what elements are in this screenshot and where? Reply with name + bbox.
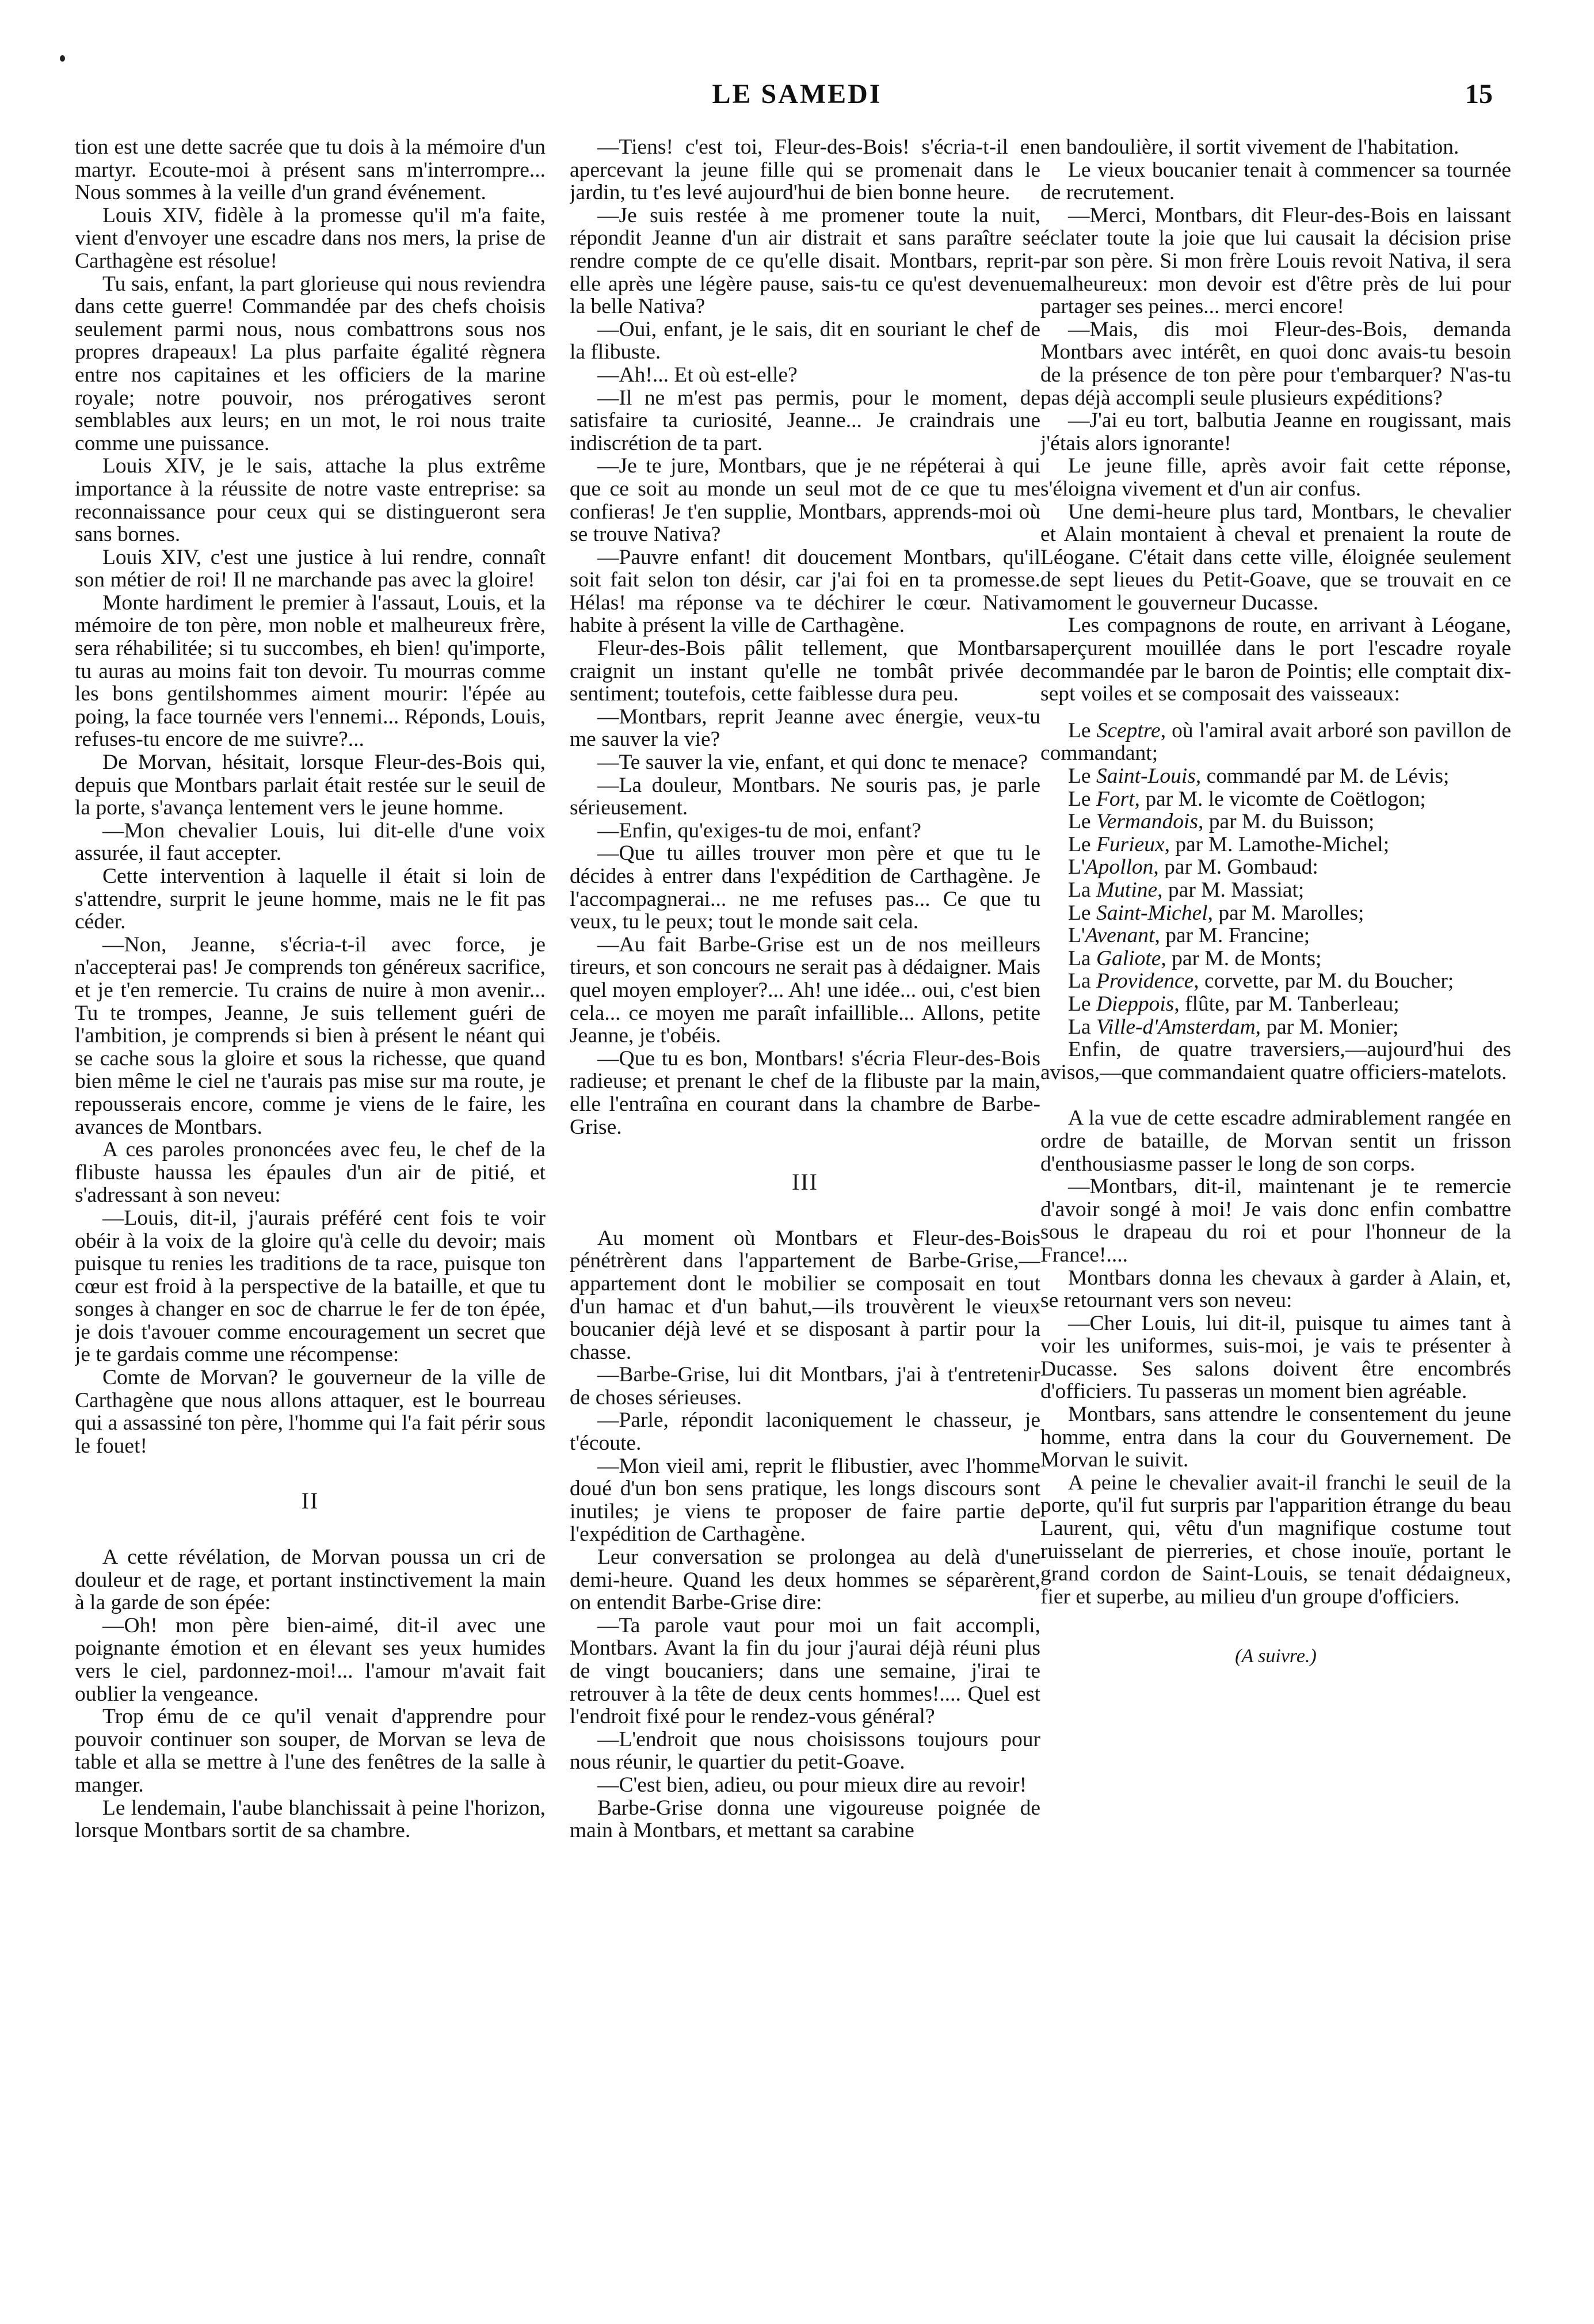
ship-entry [1040, 719, 1511, 765]
paragraph: —Mon chevalier Louis, lui dit-elle d'une voix assurée, il faut accepter. [75, 818, 546, 866]
paragraph: Fleur-des-Bois pâlit tellement, que Montbars craignit un instant qu'elle ne tombât privée de sentiment; toutefois, cette faiblesse dura peu. [570, 637, 1040, 706]
paragraph: Enfin, de quatre traversiers,—aujourd'hui des avisos,—que commandaient quatre officiers-matelots. [1040, 1038, 1511, 1084]
ship-article: Le [1068, 718, 1097, 742]
ship-article: La [1068, 1015, 1096, 1039]
paragraph: —Mon vieil ami, reprit le flibustier, avec l'homme doué d'un bon sens pratique, les longs discours sont inutiles; je viens te proposer de faire partie de l'expédition de Carthagène. [570, 1454, 1040, 1546]
paragraph: —Non, Jeanne, s'écria-t-il avec force, je n'accepterai pas! Je comprends ton généreux sacrifice, et je t'en remercie. Tu crains de nuire à mon avenir... Tu te trompes, Jeanne, Je suis tellement guéri de l'ambition, je comprends si bien à présent le néant qui se cache sous la gloire et sous la richesse, que quand bien même le ciel ne t'aurais pas mise sur ma route, je repousserais encore, comme je viens de le faire, les avances de Montbars. [75, 932, 546, 1139]
ship-name: Sceptre [1096, 718, 1161, 742]
ship-name: Saint-Michel [1096, 901, 1208, 925]
paragraph: Monte hardiment le premier à l'assaut, Louis, et la mémoire de ton père, mon noble et malheureux frère, sera réhabilitée; si tu succombes, eh bien! qu'importe, tu auras au moins fait ton devoir. Tu mourras comme les bons gentilshommes aiment mourir: l'épée au poing, la face tournée vers l'ennemi... Réponds, Louis, refuses-tu encore de me suivre?... [75, 590, 546, 752]
spacer [1040, 1084, 1511, 1107]
ship-name: Providence [1096, 969, 1194, 993]
ship-entry [1040, 947, 1511, 970]
ship-name: Galiote [1096, 946, 1161, 970]
paragraph: —Montbars, reprit Jeanne avec énergie, veux-tu me sauver la vie? [570, 704, 1040, 752]
ship-commander: , commandé par M. de Lévis; [1195, 764, 1450, 788]
ship-article: L' [1068, 855, 1085, 879]
paragraph: Les compagnons de route, en arrivant à Léogane, aperçurent mouillée dans le port l'escadre royale commandée par le baron de Pointis; elle comptait dix-sept voiles et se composait des vaisseaux: [1040, 614, 1511, 706]
ship-entry [1040, 924, 1511, 947]
page-number: 15 [1465, 79, 1493, 109]
paragraph: Le lendemain, l'aube blanchissait à peine l'horizon, lorsque Montbars sortit de sa chambre. [75, 1796, 546, 1843]
paragraph: De Morvan, hésitait, lorsque Fleur-des-Bois qui, depuis que Montbars parlait était restée sur le seuil de la porte, s'avança lentement vers le jeune homme. [75, 750, 546, 820]
ship-name: Vermandois [1096, 810, 1199, 834]
paragraph: Le jeune fille, après avoir fait cette réponse, s'éloigna vivement et d'un air confus. [1040, 454, 1511, 501]
paragraph: —Il ne m'est pas permis, pour le moment, de satisfaire ta curiosité, Jeanne... Je craindrais une indiscrétion de ta part. [570, 386, 1040, 455]
ship-commander: , par M. de Monts; [1161, 946, 1322, 970]
paragraph: Trop ému de ce qu'il venait d'apprendre pour pouvoir continuer son souper, de Morvan se leva de table et alla se mettre à l'une des fenêtres de la salle à manger. [75, 1705, 546, 1797]
ship-name: Saint-Louis [1096, 764, 1196, 788]
page-title: LE SAMEDI [712, 79, 882, 109]
ship-article: Le [1068, 810, 1096, 834]
ship-entry [1040, 993, 1511, 1016]
ship-entry [1040, 970, 1511, 993]
ship-commander: , par M. Francine; [1154, 924, 1310, 948]
paragraph: A la vue de cette escadre admirablement rangée en ordre de bataille, de Morvan sentit un frisson d'enthousiasme passer le long de son corps. [1040, 1106, 1511, 1176]
paragraph: Comte de Morvan? le gouverneur de la ville de Carthagène que nous allons attaquer, est le bourreau qui a assassiné ton père, l'homme qui l'a fait périr sous le fouet! [75, 1366, 546, 1458]
ship-name: Avenant [1085, 924, 1155, 948]
ship-entry [1040, 856, 1511, 879]
paragraph: —Barbe-Grise, lui dit Montbars, j'ai à t'entretenir de choses sérieuses. [570, 1363, 1040, 1409]
paragraph: —Montbars, dit-il, maintenant je te remercie d'avoir songé à moi! Je vais donc enfin combattre sous le drapeau du roi et pour l'honneur de la France!.... [1040, 1175, 1511, 1267]
paragraph: Montbars, sans attendre le consentement du jeune homme, entra dans la cour du Gouvernement. De Morvan le suivit. [1040, 1403, 1511, 1472]
page-mark [60, 55, 65, 62]
paragraph: —Que tu es bon, Montbars! s'écria Fleur-des-Bois radieuse; et prenant le chef de la flibuste par la main, elle l'entraîna en courant dans la chambre de Barbe-Grise. [570, 1046, 1040, 1139]
text-column-3 [1040, 136, 1511, 2288]
ship-article: Le [1068, 832, 1096, 856]
ship-article: Le [1068, 901, 1096, 925]
ship-article: Le [1068, 764, 1096, 788]
ship-entry [1040, 902, 1511, 925]
paragraph: Louis XIV, c'est une justice à lui rendre, connaît son métier de roi! Il ne marchande pas avec la gloire! [75, 545, 546, 592]
paragraph: Cette intervention à laquelle il était si loin de s'attendre, surprit le jeune homme, mais ne le fit pas céder. [75, 864, 546, 934]
ship-commander: , par M. Monier; [1255, 1015, 1399, 1039]
paragraph: Montbars donna les chevaux à garder à Alain, et, se retournant vers son neveu: [1040, 1266, 1511, 1313]
paragraph: Louis XIV, je le sais, attache la plus extrême importance à la réussite de notre vaste entreprise: sa reconnaissance pour ceux qui se distingueront sera sans bornes. [75, 454, 546, 547]
ship-article: La [1068, 969, 1096, 993]
ship-article: L' [1068, 924, 1085, 948]
paragraph: —Au fait Barbe-Grise est un de nos meilleurs tireurs, et son concours ne serait pas à dédaigner. Mais quel moyen employer?... Ah! une idée... oui, c'est bien cela... ce moyen me paraît infaillible... Allons, petite Jeanne, je t'obéis. [570, 932, 1040, 1048]
paragraph: —C'est bien, adieu, ou pour mieux dire au revoir! [597, 1773, 1027, 1797]
ship-commander: , par M. Lamothe-Michel; [1164, 832, 1390, 856]
paragraph: —L'endroit que nous choisissons toujours pour nous réunir, le quartier du petit-Goave. [570, 1727, 1040, 1774]
ship-article: Le [1068, 787, 1096, 811]
paragraph: Tu sais, enfant, la part glorieuse qui nous reviendra dans cette guerre! Commandée par des chefs choisis seulement parmi nous, nous combattrons sous nos propres drapeaux! La plus parfaite égalité règnera entre nos capitaines et les officiers de la marine royale; notre pouvoir, nos prérogatives seront semblables aux leurs; en un mot, le roi nous traite comme une puissance. [75, 272, 546, 455]
section-heading-iii: III [792, 1169, 818, 1195]
ship-commander: , par M. Gombaud: [1153, 855, 1318, 879]
ship-entry [1040, 788, 1511, 811]
paragraph: tion est une dette sacrée que tu dois à la mémoire d'un martyr. Ecoute-moi à présent sans m'interrompre... Nous sommes à la veille d'un grand événement. [75, 136, 546, 205]
paragraph: A ces paroles prononcées avec feu, le chef de la flibuste haussa les épaules d'un air de pitié, et s'adressant à son neveu: [75, 1138, 546, 1207]
paragraph: Louis XIV, fidèle à la promesse qu'il m'a faite, vient d'envoyer une escadre dans nos mers, la prise de Carthagène est résolue! [75, 203, 546, 273]
ship-commander: , par M. Massiat; [1157, 878, 1305, 902]
paragraph: en bandoulière, il sortit vivement de l'habitation. [1040, 136, 1459, 159]
paragraph: —Je suis restée à me promener toute la nuit, répondit Jeanne d'un air distrait et sans paraître se rendre compte de ce qu'elle disait. Montbars, reprit-elle après une légère pause, sais-tu ce qu'est devenue la belle Nativa? [570, 203, 1040, 319]
ship-commander: , corvette, par M. du Boucher; [1193, 969, 1454, 993]
paragraph: Barbe-Grise donna une vigoureuse poignée de main à Montbars, et mettant sa carabine [570, 1796, 1040, 1843]
ship-article: La [1068, 878, 1096, 902]
paragraph: A cette révélation, de Morvan poussa un cri de douleur et de rage, et portant instinctivement la main à la garde de son épée: [75, 1545, 546, 1615]
ship-name: Fort [1096, 787, 1135, 811]
paragraph: —Mais, dis moi Fleur-des-Bois, demanda Montbars avec intérêt, en quoi donc avais-tu besoin de la présence de ton père pour t'embarquer? N'as-tu pas déjà accompli seule plusieurs expéditions? [1040, 317, 1511, 410]
ship-commander: , par M. le vicomte de Coëtlogon; [1134, 787, 1426, 811]
paragraph: —Je te jure, Montbars, que je ne répéterai à qui que ce soit au monde un seul mot de ce que tu me confieras! Je t'en supplie, Montbars, apprends-moi où se trouve Nativa? [570, 454, 1040, 547]
ship-commander: , flûte, par M. Tanberleau; [1174, 992, 1399, 1016]
ship-entry [1040, 765, 1511, 788]
paragraph: —Pauvre enfant! dit doucement Montbars, qu'il soit fait selon ton désir, car j'ai foi en ta promesse. Hélas! ma réponse va te déchirer le cœur. Nativa habite à présent la ville de Carthagène. [570, 545, 1040, 638]
ship-name: Apollon [1085, 855, 1154, 879]
paragraph: Le vieux boucanier tenait à commencer sa tournée de recrutement. [1040, 158, 1511, 205]
text-column-1 [75, 136, 546, 2288]
section-heading-ii: II [301, 1488, 319, 1514]
ship-name: Ville-d'Amsterdam [1096, 1015, 1256, 1039]
to-be-continued: (A suivre.) [1235, 1645, 1317, 1667]
ship-entry [1040, 1016, 1511, 1039]
paragraph: —Ta parole vaut pour moi un fait accompli, Montbars. Avant la fin du jour j'aurai déjà réuni plus de vingt boucaniers; dans une semaine, j'irai te retrouver à la tête de deux cents hommes!.... Quel est l'endroit fixé pour le rendez-vous général? [570, 1613, 1040, 1729]
paragraph: —Ah!... Et où est-elle? [597, 363, 798, 387]
paragraph: —Oui, enfant, je le sais, dit en souriant le chef de la flibuste. [570, 317, 1040, 364]
ship-article: La [1068, 946, 1096, 970]
ship-list [1040, 719, 1511, 1038]
paragraph: —Te sauver la vie, enfant, et qui donc te menace? [597, 750, 1028, 775]
ship-commander: , où l'amiral avait arboré son pavillon de commandant; [1040, 718, 1511, 765]
paragraph: —Parle, répondit laconiquement le chasseur, je t'écoute. [570, 1408, 1040, 1456]
ship-name: Dieppois [1096, 992, 1174, 1016]
ship-entry [1040, 810, 1511, 833]
ship-entry [1040, 833, 1511, 856]
ship-name: Mutine [1096, 878, 1158, 902]
paragraph: —Que tu ailles trouver mon père et que tu le décides à entrer dans l'expédition de Carthagène. Je l'accompagnerai... ne me refuses pas... Ce que tu veux, tu le peux; tout le monde sait cela. [570, 841, 1040, 934]
paragraph: —Oh! mon père bien-aimé, dit-il avec une poignante émotion et en élevant ses yeux humides vers le ciel, pardonnez-moi!... l'amour m'avait fait oublier la vengeance. [75, 1613, 546, 1706]
paragraph: Une demi-heure plus tard, Montbars, le chevalier et Alain montaient à cheval et prenaient la route de Léogane. C'était dans cette ville, éloignée seulement de sept lieues du Petit-Goave, que se trouvait en ce moment le gouverneur Ducasse. [1040, 500, 1511, 615]
ship-entry [1040, 879, 1511, 902]
paragraph: —Cher Louis, lui dit-il, puisque tu aimes tant à voir les uniformes, suis-moi, je vais te présenter à Ducasse. Ses salons doivent être encombrés d'officiers. Tu passeras un moment bien agréable. [1040, 1311, 1511, 1404]
ship-commander: , par M. du Buisson; [1198, 810, 1375, 834]
text-column-2 [570, 136, 1040, 2288]
ship-name: Furieux [1096, 832, 1165, 856]
ship-article: Le [1068, 992, 1096, 1016]
paragraph: Au moment où Montbars et Fleur-des-Bois pénétrèrent dans l'appartement de Barbe-Grise,—appartement dont le mobilier se composait en tout d'un hamac et d'un bahut,—ils trouvèrent le vieux boucanier déjà levé et se disposant à partir pour la chasse. [570, 1226, 1040, 1364]
paragraph: —Tiens! c'est toi, Fleur-des-Bois! s'écria-t-il en apercevant la jeune fille qui se promenait dans le jardin, tu t'es levé aujourd'hui de bien bonne heure. [570, 136, 1040, 205]
spacer [1040, 706, 1511, 719]
paragraph: —J'ai eu tort, balbutia Jeanne en rougissant, mais j'étais alors ignorante! [1040, 409, 1511, 455]
paragraph: A peine le chevalier avait-il franchi le seuil de la porte, qu'il fut surpris par l'apparition étrange du beau Laurent, qui, vêtu d'un magnifique costume tout ruisselant de pierreries, et chose inouïe, portant le grand cordon de Saint-Louis, se tenait dédaigneux, fier et superbe, au milieu d'un groupe d'officiers. [1040, 1470, 1511, 1609]
paragraph: —Louis, dit-il, j'aurais préféré cent fois te voir obéir à la voix de la gloire qu'à celle du devoir; mais puisque tu renies les traditions de ta race, puisque ton cœur est froid à la perspective de la bataille, et que tu songes à changer en soc de charrue le fer de ton épée, je dois t'avouer comme encouragement un secret que je te gardais comme une récompense: [75, 1206, 546, 1367]
paragraph: —Merci, Montbars, dit Fleur-des-Bois en laissant éclater toute la joie que lui causait la décision prise par son père. Si mon frère Louis revoit Nativa, il sera malheureux: mon devoir est d'être près de lui pour partager ses peines... merci encore! [1040, 203, 1511, 319]
paragraph: —Enfin, qu'exiges-tu de moi, enfant? [597, 818, 921, 843]
ship-commander: , par M. Marolles; [1207, 901, 1364, 925]
paragraph: Leur conversation se prolongea au delà d'une demi-heure. Quand les deux hommes se séparèrent, on entendit Barbe-Grise dire: [570, 1545, 1040, 1615]
paragraph: —La douleur, Montbars. Ne souris pas, je parle sérieusement. [570, 773, 1040, 820]
